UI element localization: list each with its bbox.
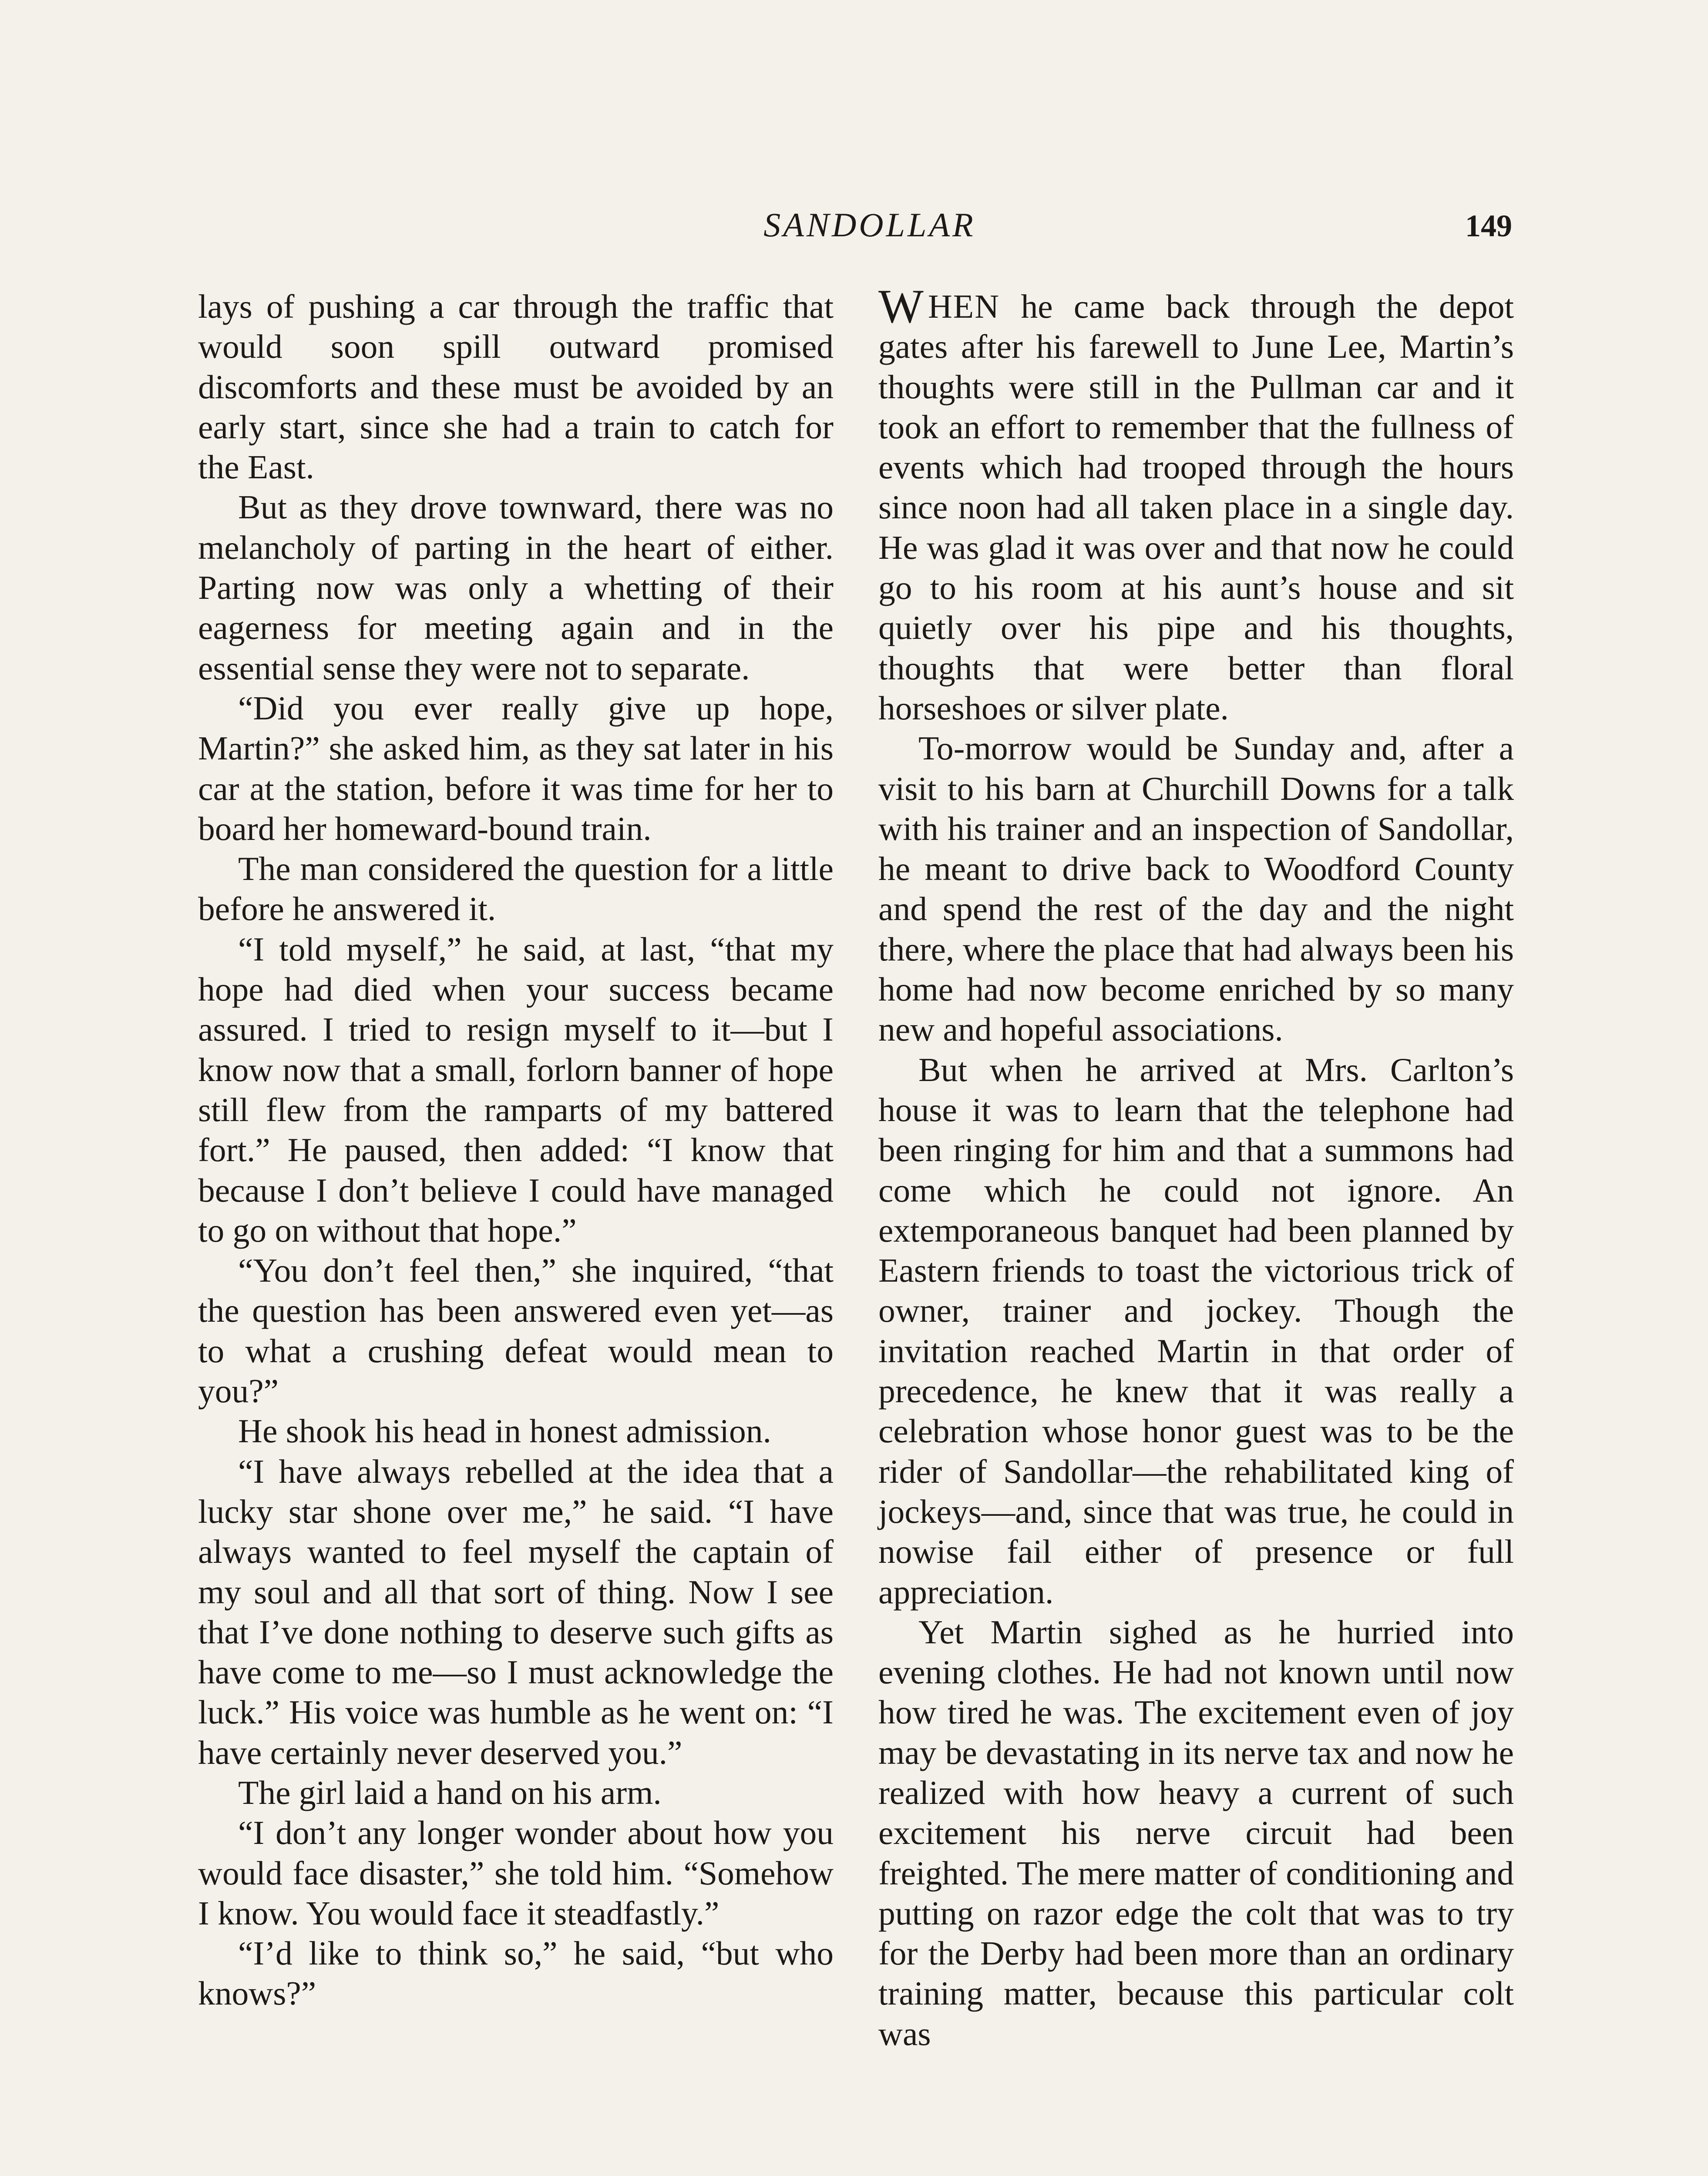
opening-paragraph [878, 280, 1514, 728]
running-head-title: SANDOLLAR [763, 206, 976, 244]
paragraph: “You don’t feel then,” she inquired, “that the question has been answered even yet—as to what a crushing defeat would mean to you?” [198, 1252, 834, 1410]
paragraph: “I’d like to think so,” he said, “but who knows?” [198, 1934, 834, 2012]
page-number: 149 [1465, 208, 1512, 243]
paragraph: “I told myself,” he said, at last, “that my hope had died when your success became assured. I tried to resign myself to it—but I know now that a small, forlorn banner of hope still flew from the ramparts of my battered fort.” He paused, then added: “I know that because I don’t believe I could have managed to go on without that hope.” [198, 930, 834, 1249]
paragraph: “I don’t any longer wonder about how you would face disaster,” she told him. “Somehow I know. You would face it steadfastly.” [198, 1814, 834, 1932]
paragraph: lays of pushing a car through the traffic that would soon spill outward promised discomforts and these must be avoided by an early start, since she had a train to catch for the East. [198, 288, 834, 486]
opening-paragraph-text: he came back through the depot gates after his farewell to June Lee, Martin’s thoughts were still in the Pullman car and it took an effort to remember that the fullness of events which had trooped through the hours since noon had all taken place in a single day. He was glad it was over and that now he could go to his room at his aunt’s house and sit quietly over his pipe and his thoughts, thoughts that were better than floral horseshoes or silver plate. [878, 288, 1514, 727]
paragraph: “Did you ever really give up hope, Martin?” she asked him, as they sat later in his car at the station, before it was time for her to board her homeward-bound train. [198, 689, 834, 847]
paragraph: To-morrow would be Sunday and, after a visit to his barn at Churchill Downs for a talk with his trainer and an inspection of Sandollar, he meant to drive back to Woodford County and spend the rest of the day and the night there, where the place that had always been his home had now become enriched by so many new and hopeful associations. [878, 729, 1514, 1048]
paragraph: The girl laid a hand on his arm. [238, 1773, 662, 1811]
paragraph: Yet Martin sighed as he hurried into evening clothes. He had not known until now how tired he was. The excitement even of joy may be devastating in its nerve tax and now he realized with how heavy a current of such excitement his nerve circuit had been freighted. The mere matter of conditioning and putting on razor edge the colt that was to try for the Derby had been more than an ordinary training matter, because this particular colt was [878, 1613, 1514, 2052]
paragraph: But when he arrived at Mrs. Carlton’s house it was to learn that the telephone had been ringing for him and that a summons had come which he could not ignore. An extemporaneous banquet had been planned by Eastern friends to toast the victorious trick of owner, trainer and jockey. Though the invitation reached Martin in that order of precedence, he knew that it was really a celebration whose honor guest was to be the rider of Sandollar—the rehabilitated king of jockeys—and, since that was true, he could in nowise fail either of presence or full appreciation. [878, 1051, 1514, 1611]
drop-cap: W [878, 280, 924, 333]
paragraph: He shook his head in honest admission. [238, 1412, 771, 1450]
opening-small-caps: HEN [928, 288, 1000, 325]
paragraph: The man considered the question for a little before he answered it. [198, 850, 834, 928]
left-column [198, 286, 834, 2014]
right-column [878, 280, 1514, 2054]
paragraph: But as they drove townward, there was no melancholy of parting in the heart of either. Parting now was only a whetting of their eagerness for meeting again and in the essential sense they were not to separate. [198, 488, 834, 687]
paragraph: “I have always rebelled at the idea that a lucky star shone over me,” he said. “I have always wanted to feel myself the captain of my soul and all that sort of thing. Now I see that I’ve done nothing to deserve such gifts as have come to me—so I must acknowledge the luck.” His voice was humble as he went on: “I have certainly never deserved you.” [198, 1452, 834, 1771]
